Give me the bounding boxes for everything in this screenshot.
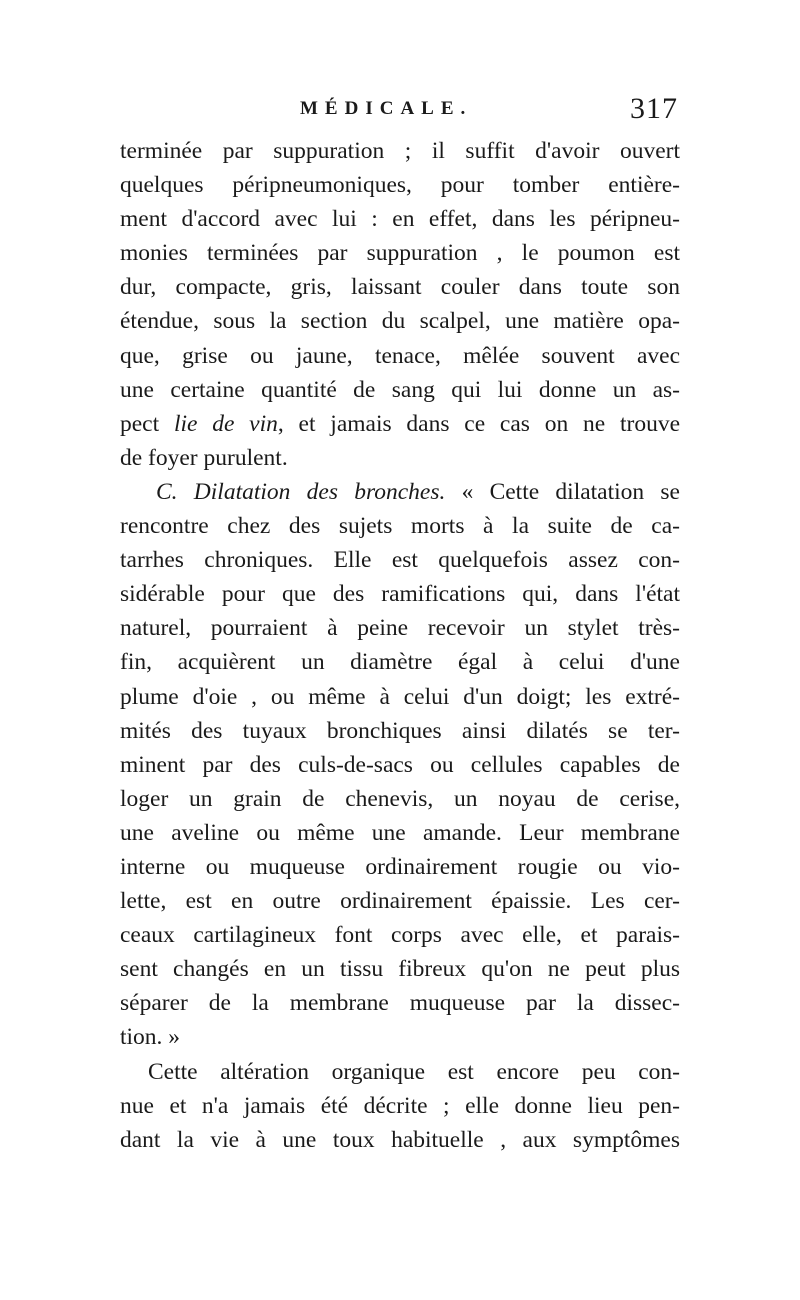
text-line <box>120 645 680 679</box>
running-head <box>120 92 680 128</box>
text-segment: tion. » <box>120 1024 181 1051</box>
italic-text: lie de vin <box>173 410 278 437</box>
text-segment: de foyer purulent. <box>120 444 288 471</box>
italic-text: C. Dilatation des bronches. <box>156 478 446 505</box>
text-line <box>120 611 680 645</box>
page-number: 317 <box>630 92 678 125</box>
text-line <box>120 441 680 475</box>
text-line <box>120 850 680 884</box>
text-segment: « Cette dilatation se <box>445 478 680 505</box>
text-segment: ceaux cartilagineux font corps avec elle, et parais- <box>120 922 680 949</box>
text-segment: dur, compacte, gris, laissant couler dans toute son <box>120 274 680 301</box>
text-line <box>120 952 680 986</box>
text-line <box>120 339 680 373</box>
text-segment: que, grise ou jaune, tenace, mêlée souvent avec <box>120 342 680 369</box>
text-line <box>120 577 680 611</box>
text-segment: interne ou muqueuse ordinairement rougie ou vio- <box>120 853 680 880</box>
text-line <box>120 884 680 918</box>
text-line <box>120 1089 680 1123</box>
text-segment: tarrhes chroniques. Elle est quelquefois assez con- <box>120 547 680 574</box>
text-segment: fin, acquièrent un diamètre égal à celui d'une <box>120 649 680 676</box>
text-segment: ment d'accord avec lui : en effet, dans les péripneu- <box>120 206 680 233</box>
text-line <box>120 714 680 748</box>
text-segment: loger un grain de chenevis, un noyau de cerise, <box>120 785 680 812</box>
text-line <box>120 1055 680 1089</box>
text-line <box>120 816 680 850</box>
text-segment: naturel, pourraient à peine recevoir un stylet très- <box>120 615 680 642</box>
text-line <box>120 270 680 304</box>
text-segment: étendue, sous la section du scalpel, une matière opa- <box>120 308 680 335</box>
text-segment: minent par des culs-de-sacs ou cellules capables de <box>120 751 680 778</box>
text-line <box>120 748 680 782</box>
text-segment: Cette altération organique est encore peu con- <box>148 1058 680 1085</box>
text-line <box>120 236 680 270</box>
text-line <box>120 1020 680 1054</box>
text-segment: une certaine quantité de sang qui lui donne un as- <box>120 376 680 403</box>
text-line <box>120 407 680 441</box>
text-line <box>120 202 680 236</box>
text-line <box>120 134 680 168</box>
text-segment: nue et n'a jamais été décrite ; elle donne lieu pen- <box>120 1092 680 1119</box>
text-line <box>120 543 680 577</box>
text-segment: lette, est en outre ordinairement épaissie. Les cer- <box>120 888 680 915</box>
text-segment: , et jamais dans ce cas on ne trouve <box>277 410 680 437</box>
text-segment: sidérable pour que des ramifications qui, dans l'état <box>120 581 680 608</box>
text-line <box>120 168 680 202</box>
text-line <box>120 373 680 407</box>
text-segment: monies terminées par suppuration , le poumon est <box>120 240 680 267</box>
text-segment: terminée par suppuration ; il suffit d'avoir ouvert <box>120 138 680 164</box>
text-segment: rencontre chez des sujets morts à la suite de ca- <box>120 513 680 540</box>
text-line <box>120 1123 680 1157</box>
text-segment: mités des tuyaux bronchiques ainsi dilatés se ter- <box>120 717 680 744</box>
text-line <box>120 986 680 1020</box>
body-text <box>120 134 680 1157</box>
text-segment: sent changés en un tissu fibreux qu'on ne peut plus <box>120 956 680 983</box>
text-segment: pect <box>120 410 174 437</box>
text-line <box>120 509 680 543</box>
text-segment: dant la vie à une toux habituelle , aux symptômes <box>120 1126 680 1153</box>
running-title: MÉDICALE. <box>300 98 473 119</box>
text-line <box>120 475 680 509</box>
text-line <box>120 782 680 816</box>
text-line <box>120 304 680 338</box>
text-segment: plume d'oie , ou même à celui d'un doigt; les extré- <box>120 683 680 710</box>
text-line <box>120 680 680 714</box>
text-line <box>120 918 680 952</box>
text-segment: quelques péripneumoniques, pour tomber entière- <box>120 172 680 199</box>
text-segment: une aveline ou même une amande. Leur membrane <box>120 819 680 846</box>
text-segment: séparer de la membrane muqueuse par la dissec- <box>120 990 680 1017</box>
